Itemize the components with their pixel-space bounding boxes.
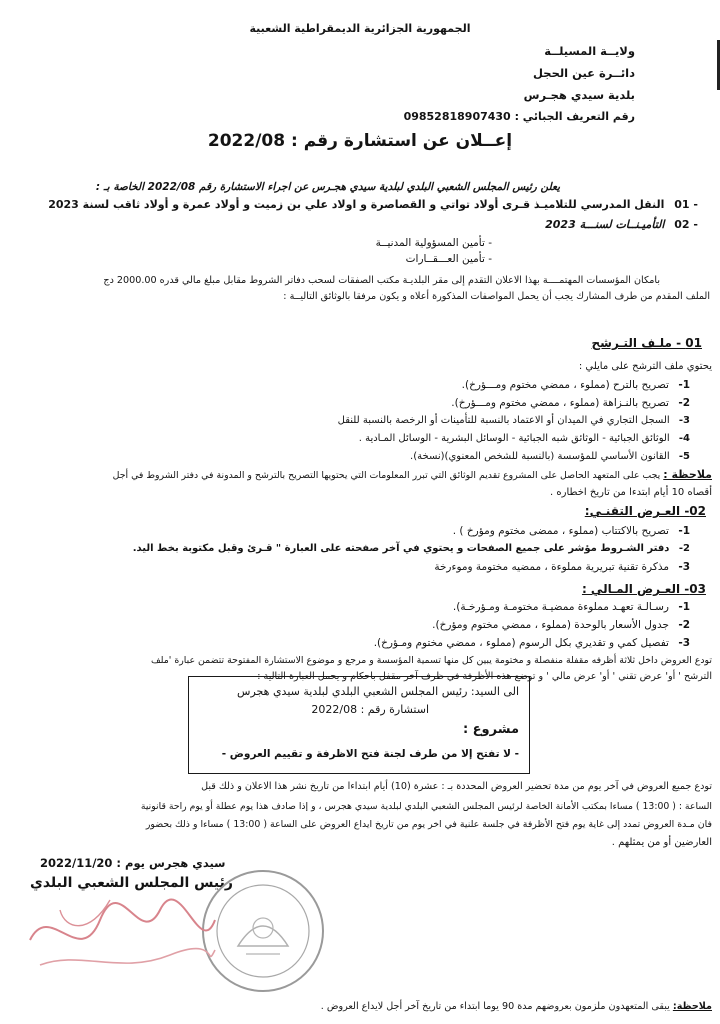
- commune-label: بلدية سيدي هجـرس: [523, 88, 635, 102]
- section2-item-2-num: 2-: [678, 543, 690, 554]
- envelope-ref: استشارة رقم : 2022/08: [311, 703, 429, 716]
- section1-item-2: [451, 396, 690, 410]
- section2-item-3-text: مذكرة تقنية تبريرية مملوءة ، ممضيه مختومة وموءرخة: [434, 561, 669, 573]
- section3-item-1-num: 1-: [678, 601, 690, 613]
- section3-item-2: [432, 618, 690, 632]
- envelope-project: مشروع :: [462, 722, 519, 737]
- section3-item-3: [374, 636, 690, 650]
- section1-item-2-num: 2-: [678, 397, 690, 409]
- section1-item-1-num: 1-: [678, 379, 690, 391]
- handwritten-signature-icon: [20, 880, 220, 990]
- section1-item-1: [462, 378, 690, 392]
- republic-header: الجمهورية الجزائرية الديمقراطية الشعبية: [249, 22, 471, 35]
- section1-item-3-text: السجل التجاري في الميدان أو الاعتماد بالنسبة للتأمينات أو الرخصة بالنسبة للنقل: [337, 415, 670, 426]
- section2-item-3-num: 3-: [678, 561, 690, 573]
- insurance-item-2: - تأمين العـــقــارات: [405, 253, 492, 265]
- section1-item-2-text: تصريح بالنـزاهة (مملوء ، ممضي مختوم ومـــؤرخ).: [451, 397, 669, 409]
- section3-item-2-text: جدول الأسعار بالوحدة (مملوء ، ممضي مختوم ومؤرخ).: [432, 619, 669, 631]
- wilaya-label: ولايــة المسيلــة: [544, 44, 635, 58]
- section1-item-3-num: 3-: [678, 415, 690, 426]
- section1-item-4-text: الوثائق الجبائية - الوثائق شبه الجبائية - الوسائل البشرية - الوسائل المـادية .: [358, 433, 670, 444]
- lot-1-text: النقل المدرسي للتلاميـذ قـرى أولاد تواتي و القصاصرة و اولاد علي بن زميت و أولاد عمرة و أولاد ثاقب لسنة 2023: [48, 198, 665, 211]
- footer-note-text: يبقى المتعهدون ملزمون بعروضهم مدة 90 يوما ابتداء من تاريخ آخر أجل لايداع العروض .: [320, 1001, 670, 1012]
- daira-label: دائــرة عين الحجل: [533, 66, 635, 80]
- footer-note: [321, 1000, 712, 1014]
- section1-item-3: [338, 414, 690, 428]
- section2-heading: 02- العـرض التقنـي:: [584, 504, 706, 518]
- signature-place-date: سيدي هجرس يوم : 2022/11/20: [40, 856, 226, 870]
- para3-line-1: تودع جميع العروض في آخر يوم من مدة تحضير العروض المحددة بـ : عشرة (10) أيام ابتداءا من تاريخ نشر هذا الاعلان و ذلك قبل: [201, 781, 712, 792]
- footer-note-label: ملاحظة:: [672, 1001, 712, 1012]
- fiscal-id-number: 09852818907430: [403, 110, 511, 123]
- section1-intro: يحتوي ملف الترشح على مايلي :: [578, 361, 712, 372]
- section2-item-2: [133, 542, 690, 556]
- section1-item-4: [359, 432, 690, 446]
- envelope-label-box: [188, 676, 530, 774]
- lot-1-number: - 01: [674, 198, 698, 211]
- section2-item-1: [453, 524, 690, 538]
- para3-line-4: العارضين أو من يمثلهم .: [611, 837, 712, 848]
- section3-item-3-text: تفصيل كمي و تقديري بكل الرسوم (مملوء ، ممضي مختوم ومـؤرخ).: [373, 637, 669, 649]
- intro-text: يعلن رئيس المجلس الشعبي البلدي لبلدية سيدي هجـرس عن اجراء الاستشارة رقم 2022/08 الخاصة بـ :: [95, 181, 560, 193]
- section1-item-4-num: 4-: [678, 433, 690, 444]
- section3-heading: 03- العـرض المـالي :: [581, 582, 706, 596]
- para3-line-2: الساعة : ( 13:00 ) مساءا بمكتب الأمانة الخاصة لرئيس المجلس الشعبي البلدي لبلدية سيدي هجرس ، و إذا صادف هذا يوم عطلة أو يوم راحة قانونية: [140, 801, 712, 812]
- lot-2-number: - 02: [674, 218, 698, 231]
- section1-item-1-text: تصريح بالترح (مملوء ، ممضي مختوم ومـــؤرخ).: [461, 379, 669, 391]
- para3-line-3: فان مـدة العروض تمدد إلى غاية يوم فتح الأظرفة في جلسة علنية في اخر يوم من تاريخ ايداع العروض على الساعة ( 13:00 ) مساءا و ذلك بحضور: [145, 819, 712, 830]
- section2-item-1-text: تصريح بالاكتتاب (مملوء ، ممضى مختوم ومؤرخ ) .: [452, 525, 669, 537]
- section1-item-5-text: القانون الأساسي للمؤسسة (بالنسبة للشخص المعنوي)(نسخة).: [410, 451, 670, 462]
- section1-note-text: يجب على المتعهد الحاصل على المشروع تقديم الوثائق التي تبرر المعلومات التي يحتويها التصريح بالترشح و المدونة في دفتر الشروط في أجل: [112, 470, 661, 481]
- section2-item-2-text: دفتر الشـروط مؤشر على جميع الصفحات و يحتوي في آخر صفحته على العبارة " قـرئ وقبل مكتوبة بخط اليد.: [132, 543, 670, 554]
- section3-item-1-text: رسـالـة تعهـد مملوءة ممضيـة مختومـة ومـؤرخـة).: [452, 601, 669, 613]
- lot-1: [48, 198, 698, 212]
- section1-note: [113, 468, 712, 483]
- section3-item-3-num: 3-: [678, 637, 690, 649]
- lot-2: [545, 218, 698, 232]
- insurance-item-1: - تأمين المسؤولية المدنيــة: [375, 237, 492, 249]
- section1-heading: 01 - ملـف التـرشح: [591, 336, 702, 350]
- fiscal-id: [404, 110, 635, 124]
- lot-2-text: التأميـنــات لسنـــة 2023: [545, 218, 665, 231]
- envelope-to: الى السيد: رئيس المجلس الشعبي البلدي لبلدية سيدي هجرس: [237, 685, 519, 698]
- para1-line-2: الملف المقدم من طرف المشارك يجب أن يحمل المواصفات المذكورة أعلاه و يكون مرفقا بالوثائق التاليــة :: [283, 291, 710, 302]
- fiscal-id-label: رقم التعريف الجبائي :: [514, 110, 635, 123]
- envelope-warning: - لا تفتح إلا من طرف لجنة فتح الاظرفة و تقييم العروض -: [221, 748, 519, 760]
- section2-item-1-num: 1-: [678, 525, 690, 537]
- para1-line-1: بامكان المؤسسات المهتمــــة بهذا الاعلان التقدم إلى مقر البلديـة مكتب الصفقات لسحب دفاتر الشروط مقابل مبلغ مالي قدره 2000.00 دج: [103, 275, 660, 286]
- section2-item-3: [434, 560, 690, 574]
- signature-title: رئيس المجلس الشعبي البلدي: [30, 875, 233, 891]
- section1-note-label: ملاحظة :: [663, 468, 712, 481]
- para2-line-2: الترشح ' أو' عرض تقني ' أو' عرض مالي ' و توضع هذه الأظرفة في ظرف آخر مقفل باحكام و يحمل العبارة التالية :: [257, 671, 712, 682]
- announcement-title: إعــلان عن استشارة رقم : 2022/08: [207, 131, 513, 151]
- section1-item-5: [410, 450, 690, 464]
- section1-item-5-num: 5-: [678, 451, 690, 462]
- section3-item-2-num: 2-: [678, 619, 690, 631]
- section3-item-1: [453, 600, 690, 614]
- section1-note-2: أقصاه 10 أيام ابتدءا من تاريخ اخطاره .: [550, 487, 712, 498]
- para2-line-1: تودع العروض داخل ثلاثة أظرفه مقفلة منفصلة و مختومة يبين كل منها تسمية المؤسسة و مرجع و موضوع الاستشارة المفتوحة تتضمن عبارة 'ملف: [150, 655, 712, 666]
